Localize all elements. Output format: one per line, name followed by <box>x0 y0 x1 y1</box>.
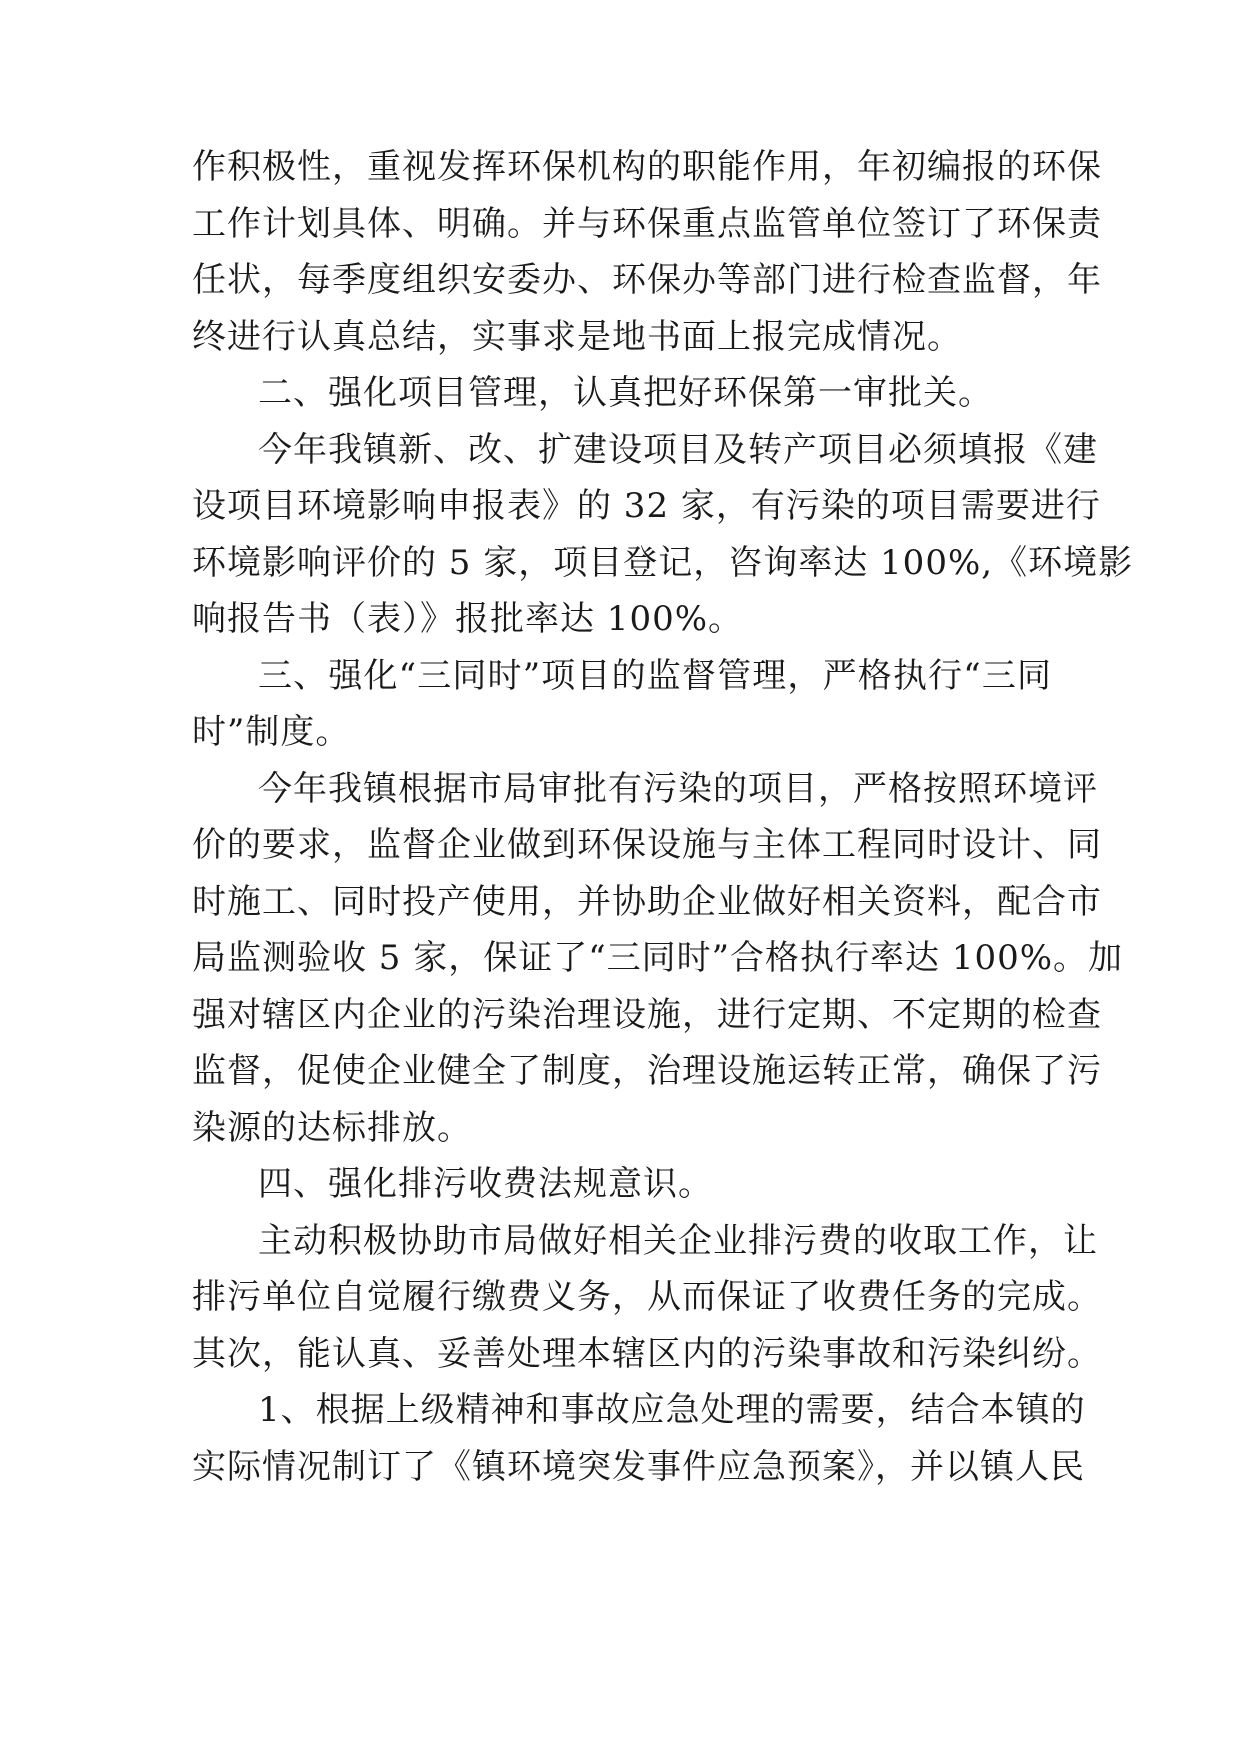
body-text-line: 染源的达标排放。 <box>192 1108 472 1148</box>
body-text-line: 作积极性，重视发挥环保机构的职能作用，年初编报的环保 <box>192 147 1102 187</box>
section-heading: 三、强化“三同时”项目的监督管理，严格执行“三同 <box>258 656 1052 696</box>
body-text-line: 1、根据上级精神和事故应急处理的需要，结合本镇的 <box>258 1390 1086 1430</box>
body-text-line: 价的要求，监督企业做到环保设施与主体工程同时设计、同 <box>192 825 1102 865</box>
body-text-line: 局监测验收 5 家，保证了“三同时”合格执行率达 100%。加 <box>192 938 1124 978</box>
body-text-line: 主动积极协助市局做好相关企业排污费的收取工作，让 <box>258 1221 1098 1261</box>
body-text-line: 环境影响评价的 5 家，项目登记，咨询率达 100%,《环境影 <box>192 543 1134 583</box>
section-heading: 时”制度。 <box>192 712 351 752</box>
body-text-line: 监督，促使企业健全了制度，治理设施运转正常，确保了污 <box>192 1051 1102 1091</box>
body-text-line: 设项目环境影响申报表》的 32 家，有污染的项目需要进行 <box>192 486 1101 526</box>
body-text-line: 时施工、同时投产使用，并协助企业做好相关资料，配合市 <box>192 882 1102 922</box>
body-text-line: 任状，每季度组织安委办、环保办等部门进行检查监督，年 <box>192 260 1102 300</box>
section-heading: 二、强化项目管理，认真把好环保第一审批关。 <box>258 373 993 413</box>
body-text-line: 强对辖区内企业的污染治理设施，进行定期、不定期的检查 <box>192 995 1102 1035</box>
body-text-line: 工作计划具体、明确。并与环保重点监管单位签订了环保责 <box>192 204 1102 244</box>
body-text-line: 今年我镇新、改、扩建设项目及转产项目必须填报《建 <box>258 430 1098 470</box>
body-text-line: 今年我镇根据市局审批有污染的项目，严格按照环境评 <box>258 769 1098 809</box>
section-heading: 四、强化排污收费法规意识。 <box>258 1164 713 1204</box>
body-text-line: 排污单位自觉履行缴费义务，从而保证了收费任务的完成。 <box>192 1277 1102 1317</box>
body-text-line: 实际情况制订了《镇环境突发事件应急预案》，并以镇人民 <box>192 1447 1085 1487</box>
body-text-line: 响报告书（表）》报批率达 100%。 <box>192 599 744 639</box>
body-text-line: 终进行认真总结，实事求是地书面上报完成情况。 <box>192 317 962 357</box>
body-text-line: 其次，能认真、妥善处理本辖区内的污染事故和污染纠纷。 <box>192 1334 1102 1374</box>
